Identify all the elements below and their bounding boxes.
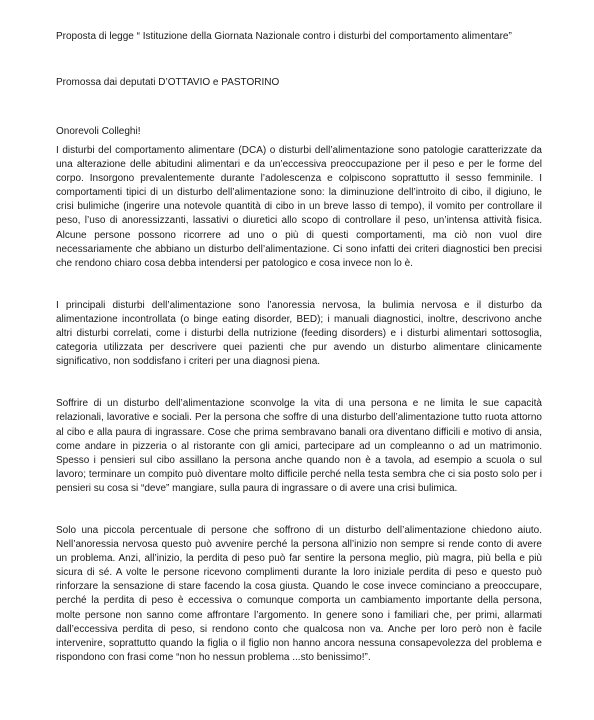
- paragraph-1: I disturbi del comportamento alimentare (DCA) o disturbi dell’alimentazione sono patologie caratterizzate da una alterazione delle abitudini alimentari e da un’eccessiva preoccupazione per il peso e per le forme del corpo. Insorgono prevalentemente durante l’adolescenza e colpiscono soprattutto il sesso femminile. I comportamenti tipici di un disturbo dell’alimentazione sono: la diminuzione dell’introito di cibo, il digiuno, le crisi bulimiche (ingerire una notevole quantità di cibo in un breve lasso di tempo), il vomito per controllare il peso, l’uso di anoressizzanti, lassativi o diuretici allo scopo di controllare il peso, un’intensa attività fisica. Alcune persone possono ricorrere ad uno o più di questi comportamenti, ma ciò non vuol dire necessariamente che abbiano un disturbo dell’alimentazione. Ci sono infatti dei criteri diagnostici ben precisi che rendono chiaro cosa debba intendersi per patologico e cosa invece non lo è.: [56, 145, 542, 269]
- paragraph-3: Soffrire di un disturbo dell’alimentazione sconvolge la vita di una persona e ne limita le sue capacità relazionali, lavorative e sociali. Per la persona che soffre di una disturbo dell’alimentazione tutto ruota attorno al cibo e alla paura di ingrassare. Cose che prima sembravano banali ora diventano difficili e motivo di ansia, come andare in pizzeria o al ristorante con gli amici, partecipare ad un compleanno o ad un matrimonio. Spesso i pensieri sul cibo assillano la persona anche quando non è a tavola, ad esempio a scuola o sul lavoro; terminare un compito può diventare molto difficile perché nella testa sembra che ci sia posto solo per i pensieri su cosa si “deve” mangiare, sulla paura di ingrassare o di avere una crisi bulimica.: [56, 398, 542, 494]
- proposal-title: Proposta di legge “ Istituzione della Giornata Nazionale contro i disturbi del comportamento alimentare”: [56, 31, 512, 42]
- salutation: Onorevoli Colleghi!: [56, 126, 141, 137]
- promoted-by: Promossa dai deputati D’OTTAVIO e PASTORINO: [56, 77, 280, 88]
- paragraph-2: I principali disturbi dell’alimentazione sono l’anoressia nervosa, la bulimia nervosa e il disturbo da alimentazione incontrollata (o binge eating disorder, BED); i manuali diagnostici, inoltre, descrivono anche altri disturbi correlati, come i disturbi della nutrizione (feeding disorders) e i disturbi alimentari sottosoglia, categoria utilizzata per descrivere quei pazienti che pur avendo un disturbo alimentare clinicamente significativo, non soddisfano i criteri per una diagnosi piena.: [56, 299, 542, 368]
- paragraph-4: Solo una piccola percentuale di persone che soffrono di un disturbo dell’alimentazione chiedono aiuto. Nell’anoressia nervosa questo può avvenire perché la persona all’inizio non sempre si rende conto di avere un problema. Anzi, all’inizio, la perdita di peso può far sentire la persona meglio, più magra, più bella e più sicura di sé. A volte le persone ricevono complimenti durante la loro iniziale perdita di peso e questo può rinforzare la sensazione di stare facendo la cosa giusta. Quando le cose invece cominciano a preoccupare, perché la perdita di peso è eccessiva o comunque comporta un cambiamento importante della persona, molte persone non sanno come affrontare l’argomento. In genere sono i familiari che, per primi, allarmati dall’eccessiva perdita di peso, si rendono conto che qualcosa non va. Anche per loro però non è facile intervenire, soprattutto quando la figlia o il figlio non hanno ancora nessuna consapevolezza del problema e rispondono con frasi come “non ho nessun problema ...sto benissimo!”.: [56, 524, 542, 663]
